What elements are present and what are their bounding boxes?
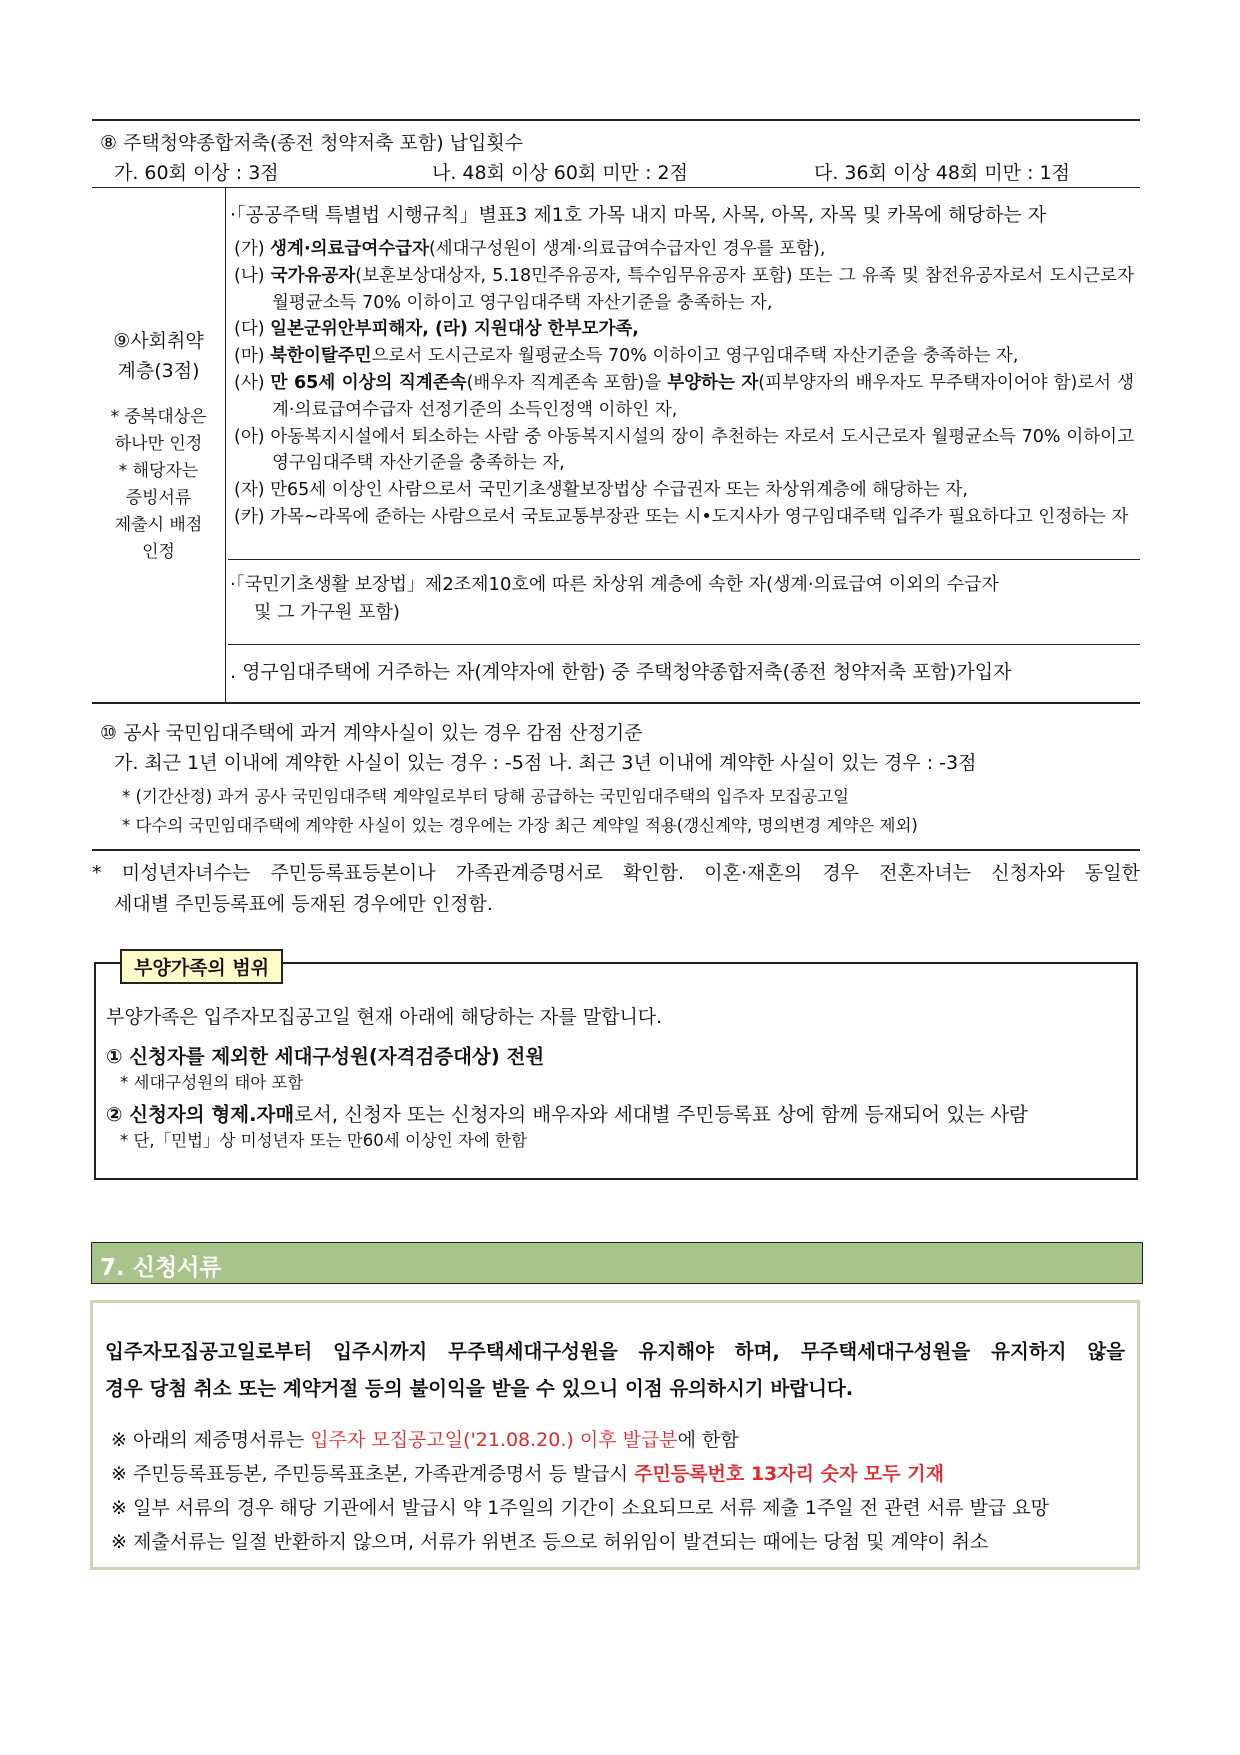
section10-note2: * 다수의 국민임대주택에 계약한 사실이 있는 경우에는 가장 최근 계약일 적용(갱신계약, 명의변경 계약은 제외) [122,816,918,835]
section10-note1: * (기간산정) 과거 공사 국민임대주택 계약일로부터 당해 공급하는 국민임대주택의 입주자 모집공고일 [122,787,850,806]
section8-option-b: 나. 48회 이상 60회 미만 : 2점 [432,162,688,184]
section8-option-c: 다. 36회 이상 48회 미만 : 1점 [814,162,1070,184]
list-item: (나) 국가유공자(보훈보상대상자, 5.18민주유공자, 특수임무유공자 포함) 또는 그 유족 및 참전유공자로서 도시근로자 월평균소득 70% 이하이고 영구임대주택 자산기준을 충족하는 자, [234,265,1134,313]
section10-options: 가. 최근 1년 이내에 계약한 사실이 있는 경우 : -5점 나. 최근 3년 이내에 계약한 사실이 있는 경우 : -3점 [114,752,977,774]
dependents-item2: ② 신청자의 형제.자매로서, 신청자 또는 신청자의 배우자와 세대별 주민등록표 상에 함께 등재되어 있는 사람 [106,1103,1028,1126]
dependents-tab-label: 부양가족의 범위 [120,949,283,984]
section7-note3: ※ 일부 서류의 경우 해당 기관에서 발급시 약 1주일의 기간이 소요되므로 서류 제출 1주일 전 관련 서류 발급 요망 [111,1497,1050,1519]
section7-title: 7. 신청서류 [100,1255,222,1281]
section9-note: 증빙서류 [125,488,192,508]
section7-notes [111,1423,1125,1559]
section9-note: 하나만 인정 [114,434,203,454]
section7-note1: ※ 아래의 제증명서류는 입주자 모집공고일('21.08.20.) 이후 발급분에 한함 [111,1429,739,1451]
section9-note: 제출시 배점 [114,515,203,535]
section7-box [90,1300,1140,1570]
minor-note-line2: 세대별 주민등록표에 등재된 경우에만 인정함. [114,893,493,915]
section10-rule [92,849,1140,851]
section7-warning [105,1333,1125,1407]
section9-content [228,188,1140,702]
list-item: (마) 북한이탈주민으로서 도시근로자 월평균소득 70% 이하이고 영구임대주택 자산기준을 충족하는 자, [234,346,1019,367]
list-item: (자) 만65세 이상인 사람으로서 국민기초생활보장법상 수급권자 또는 차상위계층에 해당하는 자, [234,480,968,501]
section9-label-line2: 계층(3점) [117,360,200,382]
dependents-item1: ① 신청자를 제외한 세대구성원(자격검증대상) 전원 [106,1045,545,1068]
section9-label-line1: ⑨사회취약 [113,330,204,352]
section9-note: * 해당자는 [118,461,199,481]
section9-item-list [234,236,1134,531]
section9-notes [92,404,225,566]
section9-label-cell [92,326,225,566]
section9-cell3: . 영구임대주택에 거주하는 자(계약자에 한함) 중 주택청약종합저축(종전 청약저축 포함)가입자 [230,661,1012,683]
dependents-note2: * 단,「민법」상 미성년자 또는 만60세 이상인 자에 한함 [120,1131,528,1150]
dependents-box [94,957,1138,1180]
section7-warning-line1: 입주자모집공고일로부터 입주시까지 무주택세대구성원을 유지해야 하며, 무주택세대구성원을 유지하지 않을 [105,1340,1125,1363]
section9-divider [225,188,226,702]
section9-cell2-line1: ·「국민기초생활 보장법」제2조제10호에 따른 차상위 계층에 속한 자(생계·의료급여 이외의 수급자 [230,574,999,595]
section9-cell-rule [228,644,1140,645]
list-item: (카) 가목~라목에 준하는 사람으로서 국토교통부장관 또는 시•도지사가 영구임대주택 입주가 필요하다고 인정하는 자 [234,506,1129,527]
list-item: (아) 아동복지시설에서 퇴소하는 사람 중 아동복지시설의 장이 추천하는 자로서 도시근로자 월평균소득 70% 이하이고 영구임대주택 자산기준을 충족하는 자, [234,426,1134,474]
section8-title: ⑧ 주택청약종합저축(종전 청약저축 포함) 납입횟수 [100,132,524,154]
section7-note4: ※ 제출서류는 일절 반환하지 않으며, 서류가 위변조 등으로 허위임이 발견되는 때에는 당첨 및 계약이 취소 [111,1531,989,1553]
section10-title: ⑩ 공사 국민임대주택에 과거 계약사실이 있는 경우 감점 산정기준 [100,722,643,744]
dependents-note1: * 세대구성원의 태아 포함 [120,1073,304,1092]
section7-warning-line2: 경우 당첨 취소 또는 계약거절 등의 불이익을 받을 수 있으니 이점 유의하시기 바랍니다. [105,1377,854,1400]
section9-cell2 [230,571,1134,627]
section9-cell2-line2: 및 그 가구원 포함) [254,602,400,623]
section9-note: * 중복대상은 [110,407,207,427]
top-rule [92,119,1140,121]
section9-note: 인정 [142,542,175,562]
section9-cell1-heading: ·「공공주택 특별법 시행규칙」별표3 제1호 가목 내지 마목, 사목, 아목, 자목 및 카목에 해당하는 자 [230,204,1047,226]
list-item: (다) 일본군위안부피해자, (라) 지원대상 한부모가족, [234,319,639,340]
dependents-intro: 부양가족은 입주자모집공고일 현재 아래에 해당하는 자를 말합니다. [106,1006,663,1028]
section7-header-bar [91,1242,1143,1284]
section9-table [92,187,1140,704]
minor-note-line1: * 미성년자녀수는 주민등록표등본이나 가족관계증명서로 확인함. 이혼·재혼의 경우 전혼자녀는 신청자와 동일한 [92,862,1140,884]
list-item: (가) 생계·의료급여수급자(세대구성원이 생계·의료급여수급자인 경우를 포함), [234,239,826,259]
section8-option-a: 가. 60회 이상 : 3점 [114,162,279,184]
dependents-body [106,1002,1126,1159]
section9-cell-rule [228,559,1140,560]
minor-children-note [92,858,1140,920]
list-item: (사) 만 65세 이상의 직계존속(배우자 직계존속 포함)을 부양하는 자(피부양자의 배우자도 무주택자이어야 함)로서 생계·의료급여수급자 선정기준의 소득인정액 이하인 자, [234,372,1134,420]
section7-note2: ※ 주민등록표등본, 주민등록표초본, 가족관계증명서 등 발급시 주민등록번호 13자리 숫자 모두 기재 [111,1463,944,1485]
